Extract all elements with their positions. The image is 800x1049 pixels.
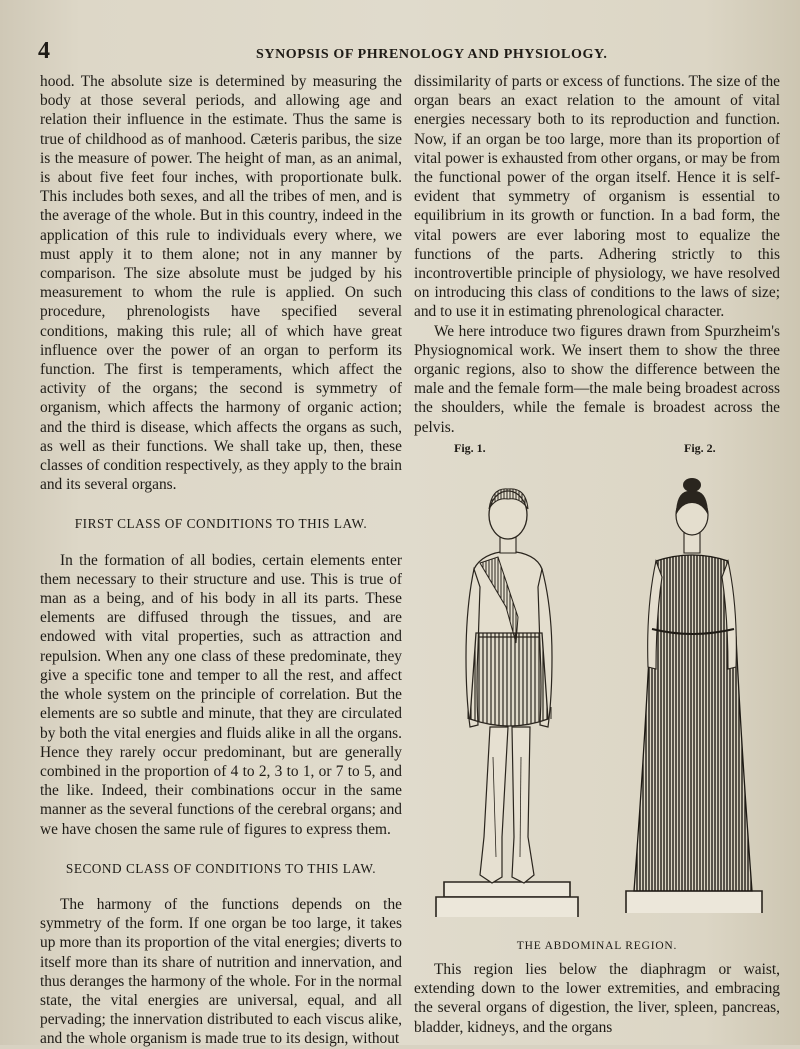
figure-1-label: Fig. 1. (454, 440, 486, 455)
left-paragraph-3: The harmony of the functions depends on the symmetry of the form. If one organ be too large, it takes up more than its proportion of the vital energies; diverts to itself more than its share of nutrition and innervation, and thus deranges the harmony of the whole. For in the normal state, the vital energies are universal, equal, and all pervading; the innervation distributed to each viscus alike, and the whole organism is made true to its design, without (40, 895, 402, 1048)
heading-abdominal-region: THE ABDOMINAL REGION. (516, 939, 678, 952)
right-paragraph-2: We here introduce two figures drawn from Spurzheim's Physiognomical work. We insert them to show the three organic regions, also to show the difference between the male and the female form—the male being broadest across the shoulders, while the female is broadest across the pelvis. (414, 322, 780, 436)
left-paragraph-1: hood. The absolute size is determined by measuring the body at those several periods, and allowing age and relation their influence in the estimate. Thus the same is true of childhood as of manhood. Cæteris paribus, the size is the measure of power. The height of man, as an animal, is about five feet four inches, with proportionate bulk. This includes both sexes, and all the tribes of men, and is the average of the whole. But in this country, indeed in the application of this rule to individuals every where, we must apply it to them alone; not in any manner by comparison. The size absolute must be judged by his measurement to whom the rule is applied. On such procedure, phrenologists have specified several conditions, making this rule; all of which have great influence over the power of an organ to perform its function. The first is temperaments, which affect the activity of the organs; the second is symmetry of organism, which affects the harmony of organic action; and the third is disease, which affects the organs as such, as well as their functions. We shall take up, then, these classes of condition respectively, as they apply to the brain and its several organs. (40, 73, 402, 494)
male-figure-illustration (422, 457, 592, 929)
heading-second-class: SECOND CLASS OF CONDITIONS TO THIS LAW. (65, 860, 377, 876)
page-number: 4 (38, 38, 50, 64)
right-column (414, 72, 780, 1037)
figures (414, 439, 780, 931)
heading-first-class: FIRST CLASS OF CONDITIONS TO THIS LAW. (74, 516, 368, 532)
running-title: SYNOPSIS OF PHRENOLOGY AND PHYSIOLOGY. (256, 47, 608, 62)
left-paragraph-2: In the formation of all bodies, certain elements enter them necessary to their structure and use. This is true of man as a being, and of his body in all its parts. These elements are diffused through the tissues, and are endowed with vital properties, such as attraction and repulsion. When any one class of these predominate, they give a specific tone and temper to all the rest, and affect the whole system on the principle of correlation. But the elements are so subtle and minute, that they are circulated by both the vital energies and fluids alike in all the organs. Hence they rarely occur predominant, but are generally combined in the proportion of 4 to 2, 3 to 1, or 7 to 5, and the like. Indeed, their combinations occur in the same manner as the several functions of the cerebral organs; and we have chosen the same rule of figures to express them. (40, 551, 402, 838)
left-column (40, 72, 402, 1049)
right-paragraph-3: This region lies below the diaphragm or waist, extending down to the lower extremities, and embracing the several organs of digestion, the liver, spleen, pancreas, bladder, kidneys, and the organs (414, 961, 780, 1036)
figure-2-label: Fig. 2. (684, 440, 716, 455)
female-figure-illustration (612, 457, 772, 929)
right-paragraph-1: dissimilarity of parts or excess of functions. The size of the organ bears an exact relation to the amount of vital energies necessary both to its reproduction and function. Now, if an organ be too large, more than its proportion of vital power is exhausted from other organs, or may be from the functional power of the organ itself. Hence it is self-evident that symmetry of organism is essential to equilibrium in its growth or function. In a bad form, the vital powers are ever laboring most to equalize the functions of the parts. Adhering strictly to this incontrovertible principle of physiology, we have resolved on introducing this class of conditions to the laws of size; and to use it in estimating phrenological character. (414, 73, 781, 321)
